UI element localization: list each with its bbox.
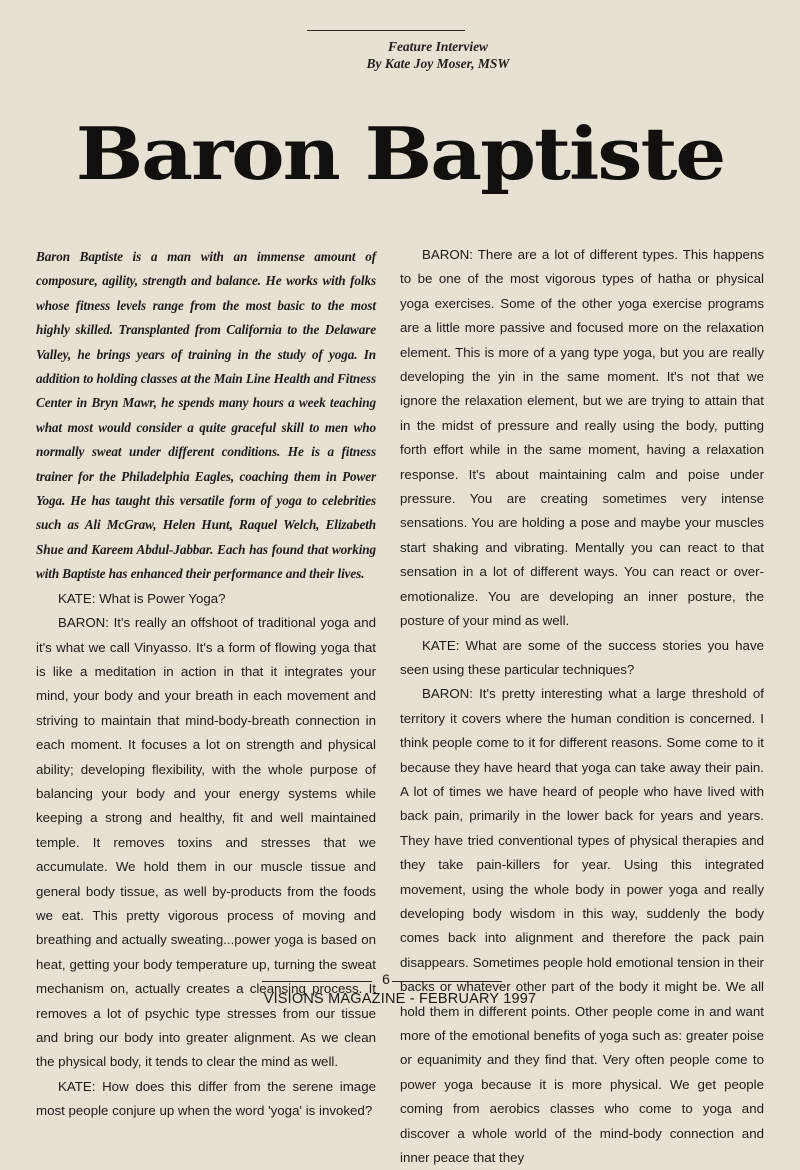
answer-paragraph: BARON: It's pretty interesting what a large threshold of territory it covers where the human condition is concerned. I think people come to it for different reasons. Some come to it because they have heard that yoga can take away their pain. A lot of times we have heard of people who have lived with back pain, primarily in the lower back for years and years. They have tried conventional types of physical therapies and they take pain-killers for year. Using this integrated movement, using the whole body in power yoga and really developing body wisdom in this way, suddenly the body comes back into alignment and therefore the pack pain disappears. Sometimes people hold emotional tension in their backs or whatever other part of the body it might be. We all hold them in different points. Other people come in and want more of the emotional benefits of yoga such as: greater poise or equanimity and they find that. Very often people come to power yoga because it is more physical. We get people coming from aerobics classes who come to yoga and discover a whole world of the mind-body connection and inner peace that they xyxy=(400,686,764,1166)
question-paragraph: KATE: What are some of the success stories you have seen using these particular techniques? xyxy=(400,637,764,677)
question-paragraph: KATE: What is Power Yoga? xyxy=(58,590,226,606)
section-label: Feature Interview xyxy=(387,39,489,54)
article-title: Baron Baptiste xyxy=(75,111,725,197)
footer-rule-right xyxy=(392,981,502,982)
right-column xyxy=(400,243,764,1170)
page-number: 6 xyxy=(382,971,390,987)
publication-footer: VISIONS MAGAZINE - FEBRUARY 1997 xyxy=(263,991,537,1007)
answer-paragraph: BARON: There are a lot of different types. This happens to be one of the most vigorous types of hatha or physical yoga exercises. Some of the other yoga exercise programs are a little more passive and focused more on the relaxation element. This is more of a yang type yoga, but you are really developing the yin in the same moment. It's not that we ignore the relaxation element, but we are trying to attain that in the midst of pressure and really using the body, putting forth effort while in the same moment, having a relaxation response. It's about maintaining calm and poise under pressure. You are creating sometimes very intense sensations. You are holding a pose and maybe your muscles start shaking and vibrating. Mentally you can react to that sensation in a lot of different ways. You can react or over-emotionalize. You are developing an inner posture, the posture of your mind as well. xyxy=(400,247,764,629)
answer-paragraph: BARON: It's really an offshoot of traditional yoga and it's what we call Vinyasso. It's a form of flowing yoga that is like a meditation in action in that it integrates your mind, your body and your breath in each movement and striving to maintain that mind-body-breath connection in each moment. It focuses a lot on strength and physical ability; developing flexibility, with the whole purpose of balancing your body and your energy systems while keeping a strong and healthy, fit and well maintained temple. It removes toxins and stresses that we accumulate. We hold them in our muscle tissue and general body tissue, as well by-products from the foods we eat. This pretty vigorous process of moving and breathing and actually sweating...power yoga is based on heat, getting your body temperature up, turning the sweat mechanism on, actually creates a cleansing process. It removes a lot of psychic type stresses from our tissue and bring our body into greater alignment. As we clean the physical body, it tends to clear the mind as well. xyxy=(36,615,376,1070)
top-rule xyxy=(307,30,465,31)
author-byline: By Kate Joy Moser, MSW xyxy=(366,56,510,71)
footer-rule-left xyxy=(262,981,372,982)
intro-paragraph: Baron Baptiste is a man with an immense amount of composure, agility, strength and balance. He works with folks whose fitness levels range from the most basic to the most highly skilled. Transplanted from California to the Delaware Valley, he brings years of training in the study of yoga. In addition to holding classes at the Main Line Health and Fitness Center in Bryn Mawr, he spends many hours a week teaching what most would consider a quite graceful skill to men who normally sweat under different conditions. He is a fitness trainer for the Philadelphia Eagles, coaching them in Power Yoga. He has taught this versatile form of yoga to celebrities such as Ali McGraw, Helen Hunt, Raquel Welch, Elizabeth Shue and Kareem Abdul-Jabbar. Each has found that working with Baptiste has enhanced their performance and their lives. xyxy=(36,249,376,582)
question-paragraph: KATE: How does this differ from the serene image most people conjure up when the word 'yoga' is invoked? xyxy=(36,1078,376,1119)
